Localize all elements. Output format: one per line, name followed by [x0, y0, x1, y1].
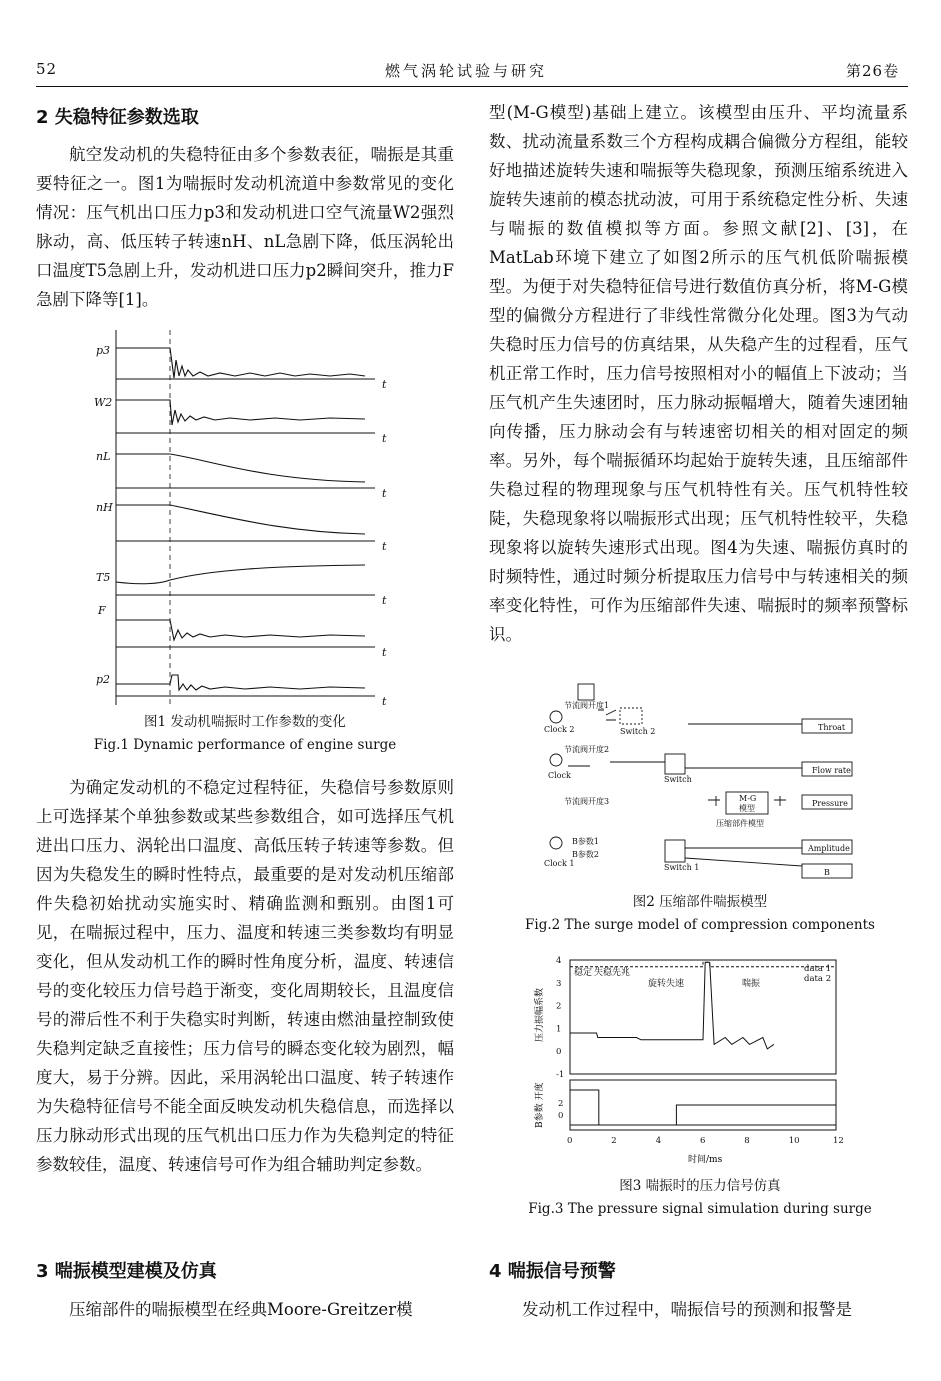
fig1-caption-en: Fig.1 Dynamic performance of engine surge: [93, 737, 397, 753]
fig2-valve1: 节流阀开度1: [564, 701, 610, 710]
fig2-valve2: 节流阀开度2: [564, 745, 610, 754]
left-column-bottom: [36, 773, 454, 1179]
fig3-xtick: 10: [788, 1136, 800, 1146]
fig3-legend-2: data 2: [804, 974, 832, 984]
fig2-clock: Clock: [548, 771, 571, 780]
fig2-out-throat: Throat: [818, 723, 846, 732]
fig1-label-nl: nL: [96, 450, 111, 463]
page-number: 52: [36, 60, 58, 78]
sec3-paragraph-1: 压缩部件的喘振模型在经典Moore-Greitzer模: [69, 1300, 413, 1319]
fig2-mg-line1: M-G: [739, 794, 757, 803]
journal-title: 燃气涡轮试验与研究: [385, 62, 548, 80]
fig3-series-2: [570, 962, 836, 967]
fig2-clock1: Clock 1: [544, 859, 575, 868]
fig2-out-flow: Flow rate: [812, 766, 851, 775]
fig2-subsystem: 压缩部件模型: [716, 819, 764, 828]
fig1-label-p2: p2: [96, 673, 111, 686]
fig2-mg-line2: 模型: [739, 804, 755, 813]
fig3-xtick: 12: [833, 1136, 844, 1146]
fig1-label-t5: T5: [96, 571, 111, 584]
fig1-caption-cn: 图1 发动机喘振时工作参数的变化: [144, 714, 346, 730]
fig1-chart: [90, 330, 400, 710]
section-3-title: 3 喘振模型建模及仿真: [36, 1261, 217, 1282]
fig3-region-stable: 稳定: [574, 968, 593, 978]
fig3-xtick: 8: [744, 1136, 750, 1146]
sec2-paragraph-2: 为确定发动机的不稳定过程特征，失稳信号参数原则上可选择某个单独参数或某些参数组合，如可选择压气机进出口压力、涡轮出口温度、高低压转子转速等参数。但因为失稳发生的瞬时性特点，最重要的是对发动机压缩部件失稳初始扰动实施实时、精确监测和甄别。由图1可见，在喘振过程中，压力、温度和转速三类参数均有明显变化，但从发动机工作的瞬时性角度分析，温度、转速信号的变化较压力信号趋于渐变，变化周期较长，且温度信号的滞后性不利于失稳实时判断，转速由燃油量控制致使失稳判定缺乏直接性；压力信号的瞬态变化较为剧烈，幅度大，易于分辨。因此，采用涡轮出口温度、转子转速作为失稳特征信号不能全面反映发动机失稳信息，而选择以压力脉动形式出现的压气机出口压力作为失稳判定的特征参数较佳，温度、转速信号可作为组合辅助判定参数。: [36, 778, 454, 1174]
fig2-b2: B参数2: [572, 850, 599, 859]
fig3-xtick: 6: [700, 1136, 706, 1146]
fig1-t-4: t: [382, 540, 387, 553]
fig1-t-5: t: [382, 594, 387, 607]
fig1-label-p3: p3: [96, 344, 111, 357]
fig3-ytick: 1: [556, 1024, 562, 1035]
fig3-ylabel-top: 压力振幅系数: [535, 987, 545, 1042]
fig3-ytick: 2: [556, 1001, 562, 1012]
volume-label: 第26卷: [846, 62, 900, 80]
fig3-ylabel-bottom: B参数 开度: [535, 1082, 545, 1128]
sec4-paragraph-1: 发动机工作过程中，喘振信号的预测和报警是: [522, 1300, 852, 1319]
fig2-out-b: B: [824, 868, 830, 877]
fig2-switch: Switch: [664, 775, 692, 784]
fig2-diagram: [540, 680, 860, 885]
fig2-out-pressure: Pressure: [812, 799, 848, 808]
sec2-paragraph-1: 航空发动机的失稳特征由多个参数表征，喘振是其重要特征之一。图1为喘振时发动机流道中参数常见的变化情况：压气机出口压力p3和发动机进口空气流量W2强烈脉动，高、低压转子转速nH、nL急剧下降，低压涡轮出口温度T5急剧上升，发动机进口压力p2瞬间突升，推力F急剧下降等[1]。: [36, 145, 454, 309]
fig1-t-3: t: [382, 487, 387, 500]
fig2-switch1: Switch 1: [664, 863, 700, 872]
fig1-t-2: t: [382, 432, 387, 445]
fig2-clock2: Clock 2: [544, 725, 575, 734]
section-4-title: 4 喘振信号预警: [489, 1261, 616, 1282]
fig2-out-amp: Amplitude: [808, 844, 850, 853]
header-rule: [36, 86, 908, 87]
fig1-t-6: t: [382, 646, 387, 659]
fig3-region-surge: 喘振: [742, 979, 761, 989]
fig3-ytick-bottom: 2: [558, 1099, 564, 1109]
fig3-xlabel: 时间/ms: [688, 1155, 723, 1165]
fig2-valve3: 节流阀开度3: [564, 797, 610, 806]
right-column-top: [489, 98, 908, 649]
sec3-column: [36, 1295, 454, 1324]
fig1-t-7: t: [382, 695, 387, 708]
fig3-caption-cn: 图3 喘振时的压力信号仿真: [619, 1178, 781, 1194]
section-2-title: 2 失稳特征参数选取: [36, 107, 199, 128]
fig1-label-f: F: [98, 604, 106, 617]
fig2-caption-cn: 图2 压缩部件喘振模型: [632, 894, 768, 910]
fig1-t-1: t: [382, 378, 387, 391]
left-column-top: [36, 140, 454, 314]
fig2-caption-en: Fig.2 The surge model of compression components: [525, 917, 875, 933]
fig3-caption-en: Fig.3 The pressure signal simulation during surge: [528, 1201, 872, 1217]
fig3-legend-1: data 1: [804, 964, 832, 974]
right-paragraph-1: 型(M-G模型)基础上建立。该模型由压升、平均流量系数、扰动流量系数三个方程构成耦合偏微分方程组，能较好地描述旋转失速和喘振等失稳现象，预测压缩系统进入旋转失速前的模态扰动波，可用于系统稳定性分析、失速与喘振的数值模拟等方面。参照文献[2]、[3]，在MatLab环境下建立了如图2所示的压气机低阶喘振模型。为便于对失稳特征信号进行数值仿真分析，将M-G模型的偏微分方程进行了非线性常微分化处理。图3为气动失稳时压力信号的仿真结果，从失稳产生的过程看，压气机正常工作时，压力信号按照相对小的幅值上下波动；当压气机产生失速团时，压力脉动振幅增大，随着失速团轴向传播，压力脉动会有与转速密切相关的相对固定的频率。另外，每个喘振循环均起始于旋转失速，且压缩部件失稳过程的物理现象与压气机特性有关。压气机特性较陡，失稳现象将以喘振形式出现；压气机特性较平，失稳现象将以旋转失速形式出现。图4为失速、喘振仿真时的时频特性，通过时频分析提取压力信号中与转速相关的频率变化特性，可作为压缩部件失速、喘振时的频率预警标识。: [489, 103, 908, 644]
sec4-column: [489, 1295, 908, 1324]
fig3-bottom-steps: [570, 1090, 836, 1125]
fig1-label-w2: W2: [94, 396, 113, 409]
fig3-xtick: 4: [655, 1136, 662, 1146]
fig2-b1: B参数1: [572, 837, 599, 846]
fig1-label-nh: nH: [96, 501, 113, 514]
fig3-ytick: 0: [556, 1047, 562, 1058]
fig3-ytick: 4: [556, 956, 562, 966]
fig3-xtick: 0: [567, 1136, 573, 1146]
fig3-ytick: 3: [556, 978, 562, 989]
fig2-switch2: Switch 2: [620, 727, 656, 736]
fig3-region-precursor: 失稳先兆: [594, 968, 631, 978]
fig3-chart: [520, 950, 850, 1170]
fig3-xtick: 2: [611, 1136, 617, 1146]
fig3-ytick: -1: [556, 1070, 565, 1080]
fig3-region-stall: 旋转失速: [648, 979, 685, 989]
fig3-ytick-bottom: 0: [558, 1111, 564, 1121]
